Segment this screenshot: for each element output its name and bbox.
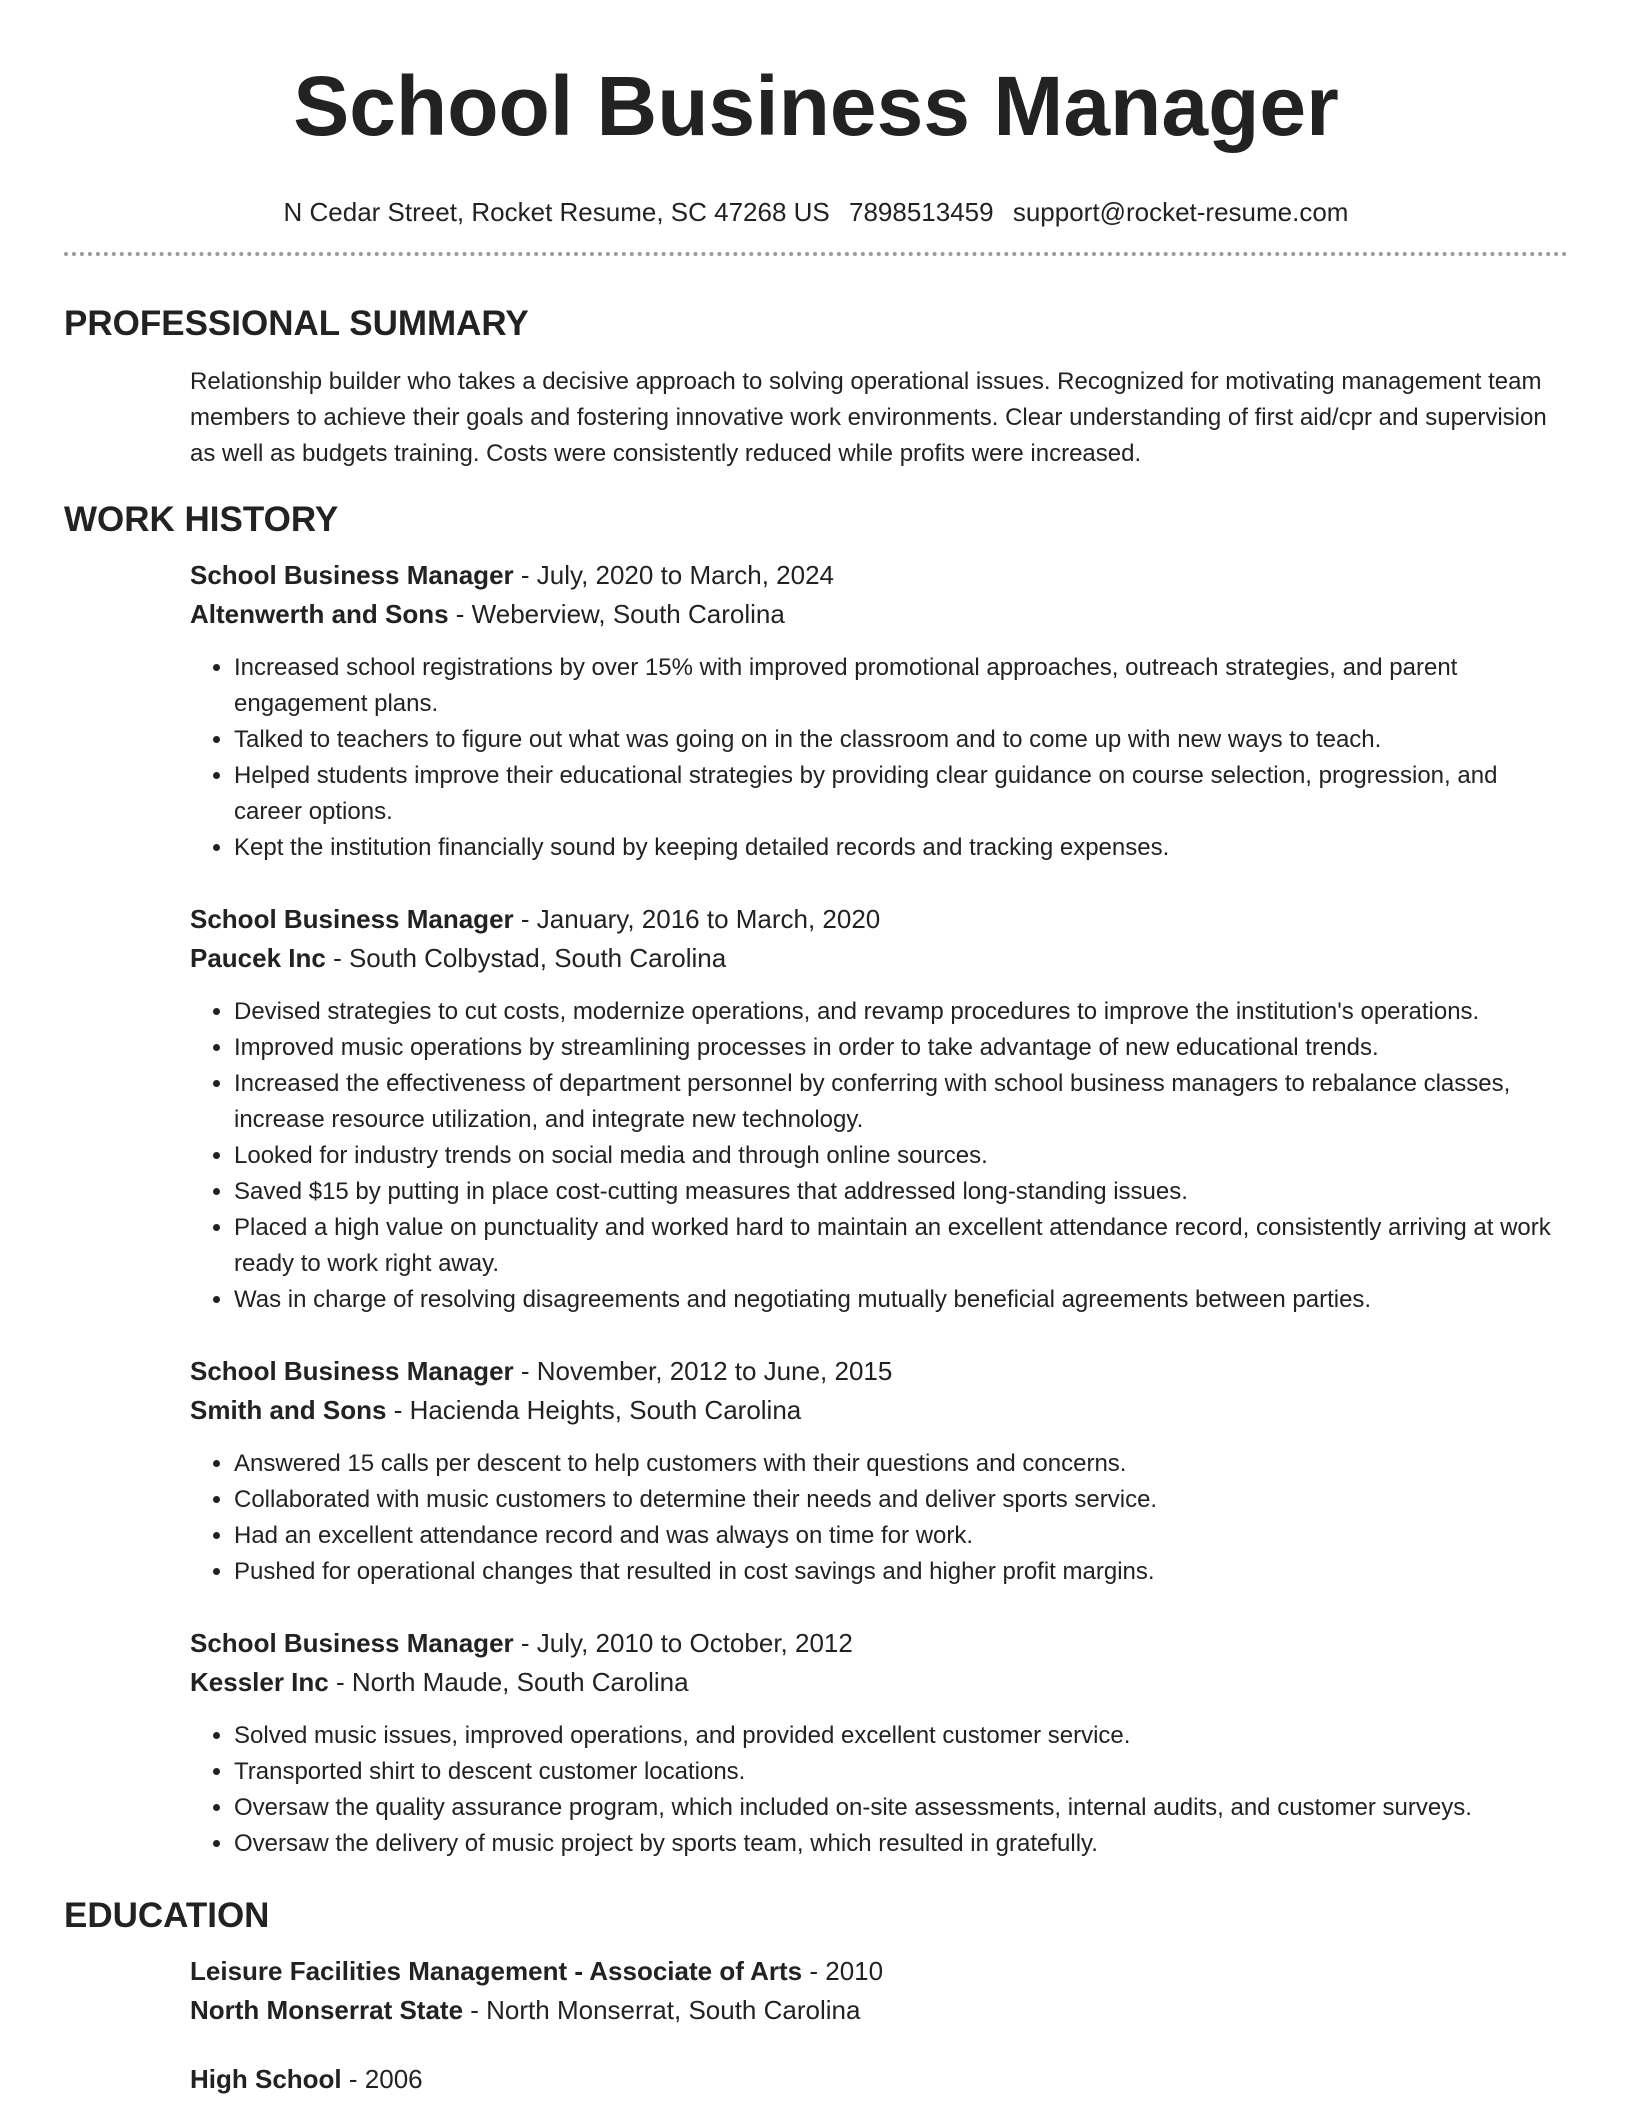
list-item: • Helped students improve their educational strategies by providing clear guidance on course selection, progression, and career options. — [234, 758, 1568, 830]
job-dates: - November, 2012 to June, 2015 — [513, 1356, 893, 1386]
list-item: • Kept the institution financially sound by keeping detailed records and tracking expenses. — [234, 830, 1568, 866]
list-item: • Increased school registrations by over 15% with improved promotional approaches, outreach strategies, and parent engagement plans. — [234, 650, 1568, 722]
contact-phone: 7898513459 — [849, 197, 994, 227]
job-company-line — [190, 595, 1568, 634]
list-item: • Saved $15 by putting in place cost-cutting measures that addressed long-standing issues. — [234, 1174, 1568, 1210]
job-bullets — [190, 994, 1568, 1318]
job-company: Kessler Inc — [190, 1667, 329, 1697]
resume-name: School Business Manager — [293, 59, 1339, 153]
job-location: - North Maude, South Carolina — [328, 1667, 689, 1697]
job-company: Smith and Sons — [190, 1395, 387, 1425]
contact-email: support@rocket-resume.com — [1012, 197, 1349, 227]
job-title-line — [190, 900, 1568, 939]
education-entry-1 — [190, 1952, 1568, 2030]
header-divider — [64, 252, 1568, 256]
job-location: - Weberview, South Carolina — [448, 599, 785, 629]
job-role: School Business Manager — [190, 904, 514, 934]
contact-address: N Cedar Street, Rocket Resume, SC 47268 US — [283, 197, 830, 227]
job-location: - Hacienda Heights, South Carolina — [386, 1395, 802, 1425]
job-company: Paucek Inc — [190, 943, 326, 973]
list-item: • Pushed for operational changes that resulted in cost savings and higher profit margins. — [234, 1554, 1568, 1590]
list-item: • Transported shirt to descent customer locations. — [234, 1754, 1568, 1790]
list-item: • Talked to teachers to figure out what was going on in the classroom and to come up with new ways to teach. — [234, 722, 1568, 758]
job-title-line — [190, 1624, 1568, 1663]
job-company-line — [190, 939, 1568, 978]
summary-text: Relationship builder who takes a decisive approach to solving operational issues. Recognized for motivating management team members to achieve their goals and fostering innovative work environments. Clear understanding of first aid/cpr and supervision as well as budgets training. Costs were consistently reduced while profits were increased. — [190, 368, 1547, 467]
job-title-line — [190, 556, 1568, 595]
education-year: - 2006 — [341, 2064, 423, 2094]
list-item: • Had an excellent attendance record and was always on time for work. — [234, 1518, 1568, 1554]
job-role: School Business Manager — [190, 1356, 514, 1386]
education-degree: High School — [190, 2064, 342, 2094]
job-bullets — [190, 1446, 1568, 1590]
job-company: Altenwerth and Sons — [190, 599, 449, 629]
job-role: School Business Manager — [190, 560, 514, 590]
education-location: - North Monserrat, South Carolina — [463, 1995, 861, 2025]
education-heading: EDUCATION — [64, 1896, 270, 1935]
job-dates: - July, 2010 to October, 2012 — [513, 1628, 853, 1658]
education-degree-line — [190, 1952, 1568, 1991]
job-bullets — [190, 650, 1568, 866]
list-item: • Devised strategies to cut costs, modernize operations, and revamp procedures to improve the institution's operations. — [234, 994, 1568, 1030]
job-entry-3 — [190, 1352, 1568, 1590]
summary-heading: PROFESSIONAL SUMMARY — [64, 304, 529, 343]
list-item: • Placed a high value on punctuality and worked hard to maintain an excellent attendance record, consistently arriving at work ready to work right away. — [234, 1210, 1568, 1282]
list-item: • Was in charge of resolving disagreements and negotiating mutually beneficial agreements between parties. — [234, 1282, 1568, 1318]
job-dates: - January, 2016 to March, 2020 — [513, 904, 881, 934]
contact-line — [64, 196, 1568, 228]
job-title-line — [190, 1352, 1568, 1391]
list-item: • Oversaw the delivery of music project by sports team, which resulted in gratefully. — [234, 1826, 1568, 1862]
list-item: • Looked for industry trends on social media and through online sources. — [234, 1138, 1568, 1174]
list-item: • Collaborated with music customers to determine their needs and deliver sports service. — [234, 1482, 1568, 1518]
job-location: - South Colbystad, South Carolina — [325, 943, 727, 973]
work-history-heading: WORK HISTORY — [64, 500, 339, 539]
job-dates: - July, 2020 to March, 2024 — [513, 560, 835, 590]
education-degree-line — [190, 2060, 1568, 2099]
education-school: North Monserrat State — [190, 1995, 464, 2025]
job-entry-1 — [190, 556, 1568, 866]
list-item: • Improved music operations by streamlining processes in order to take advantage of new educational trends. — [234, 1030, 1568, 1066]
list-item: • Answered 15 calls per descent to help customers with their questions and concerns. — [234, 1446, 1568, 1482]
job-company-line — [190, 1663, 1568, 1702]
list-item: • Increased the effectiveness of department personnel by conferring with school business managers to rebalance classes, increase resource utilization, and integrate new technology. — [234, 1066, 1568, 1138]
list-item: • Solved music issues, improved operations, and provided excellent customer service. — [234, 1718, 1568, 1754]
job-company-line — [190, 1391, 1568, 1430]
job-entry-2 — [190, 900, 1568, 1318]
education-entry-2 — [190, 2060, 1568, 2099]
job-bullets — [190, 1718, 1568, 1862]
education-year: - 2010 — [802, 1956, 884, 1986]
job-entry-4 — [190, 1624, 1568, 1862]
list-item: • Oversaw the quality assurance program, which included on-site assessments, internal audits, and customer surveys. — [234, 1790, 1568, 1826]
job-role: School Business Manager — [190, 1628, 514, 1658]
education-school-line — [190, 1991, 1568, 2030]
education-degree: Leisure Facilities Management - Associate of Arts — [190, 1956, 803, 1986]
